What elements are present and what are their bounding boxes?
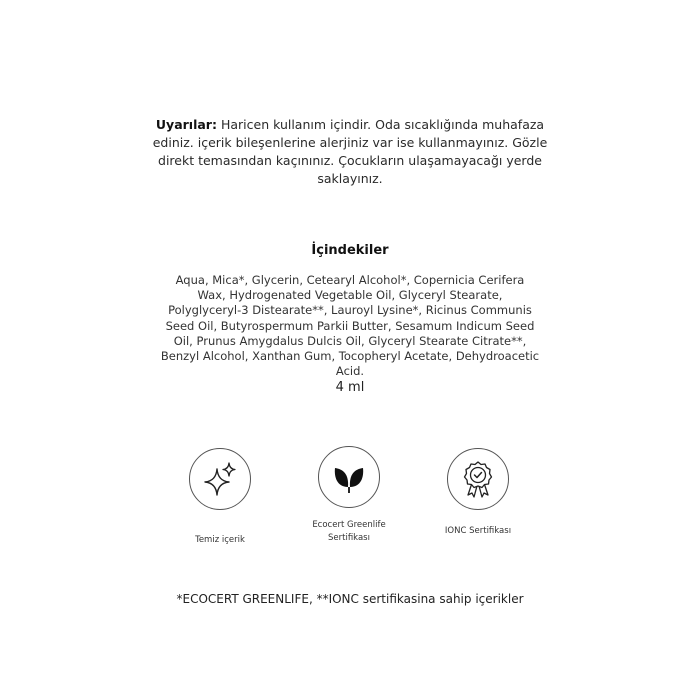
badge-label-line1: Ecocert Greenlife (312, 520, 386, 530)
badge-ionc (398, 448, 558, 538)
footnote: *ECOCERT GREENLIFE, **IONC sertifikasina sahip içerikler (176, 592, 524, 606)
warnings-label: Uyarılar: (155, 117, 217, 132)
badge-label-line1: Temiz içerik (195, 535, 245, 545)
ingredients-title: İçindekiler (311, 243, 389, 258)
ingredients-text: Aqua, Mica*, Glycerin, Cetearyl Alcohol*, Copernicia Cerifera Wax, Hydrogenated Vegetable Oil, Glyceryl Stearate, Polyglyceryl-3 Distearate**, Lauroyl Lysine*, Ricinus Communis Seed Oil, Butyrospermum Parkii Butter, Sesamum Indicum Seed Oil, Prunus Amygdalus Dulcis Oil, Glyceryl Stearate Citrate**, Benzyl Alcohol, Xanthan Gum, Tocopheryl Acetate, Dehydroacetic Acid. (160, 273, 540, 379)
volume-label: 4 ml (335, 380, 365, 395)
sparkle-icon (189, 448, 251, 510)
badge-label-line2: Sertifikası (328, 533, 370, 543)
badge-label-line1: IONC Sertifikası (444, 526, 512, 536)
rosette-check-icon (447, 448, 509, 510)
warnings-paragraph (150, 116, 550, 188)
leaves-icon (318, 446, 380, 508)
warnings-text: Haricen kullanım içindir. Oda sıcaklığında muhafaza ediniz. içerik bileşenlerine alerjiniz var ise kullanmayınız. Gözle direkt temasından kaçınınız. Çocukların ulaşamayacağı yerde saklayınız. (152, 117, 548, 186)
